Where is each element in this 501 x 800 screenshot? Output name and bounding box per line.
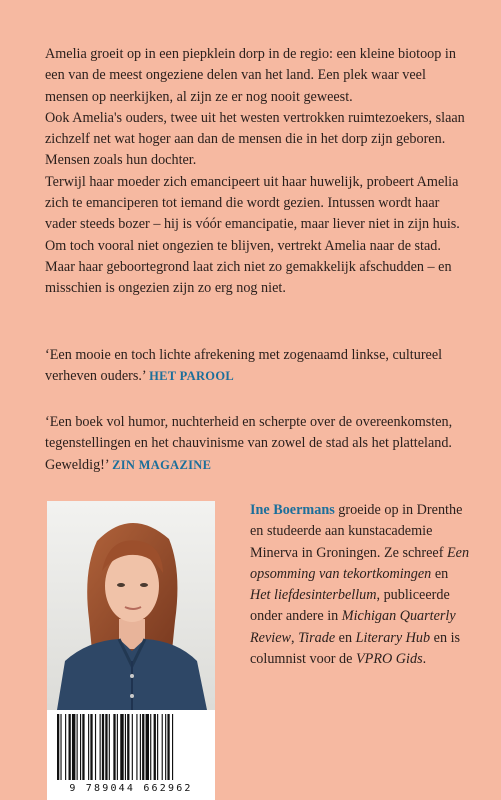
- barcode-bar: [165, 714, 166, 780]
- quote-source: HET PAROOL: [149, 369, 234, 384]
- book-title: Een opsomming van tekortkomingen: [250, 544, 470, 582]
- quote-text: ‘Een boek vol humor, nuchterheid en scherpte over de overeenkomsten, tegenstellingen en het chauvinisme van zowel de stad als het platteland. Geweldig!’: [45, 414, 453, 473]
- barcode-bar: [82, 714, 84, 780]
- barcode-bar: [105, 714, 107, 780]
- barcode-bar: [125, 714, 126, 780]
- barcode-bar: [167, 714, 169, 780]
- barcode-bar: [72, 714, 75, 780]
- barcode-bar: [172, 714, 173, 780]
- blurb-paragraph: Ook Amelia's ouders, twee uit het westen vertrokken ruimtezoekers, slaan zichzelf net wat hoger aan dan de mensen die in het dorp zijn geboren. Mensen zoals hun dochter.: [45, 109, 465, 169]
- barcode-bar: [95, 714, 96, 780]
- magazine-title: Literary Hub: [355, 629, 431, 646]
- barcode-bar: [90, 714, 92, 780]
- magazine-title: VPRO Gids: [356, 651, 423, 668]
- quote-text: ‘Een mooie en toch lichte afrekening met zogenaamd linkse, cultureel verheven ouders.’: [45, 347, 443, 385]
- author-name: Ine Boermans: [250, 502, 335, 518]
- barcode-bar: [69, 714, 71, 780]
- barcode-bar: [60, 714, 61, 780]
- magazine-title: Tirade: [298, 629, 336, 646]
- barcode-bar: [140, 714, 141, 780]
- barcode-bar: [142, 714, 144, 780]
- barcode-bar: [157, 714, 158, 780]
- blurb-paragraph: Om toch vooral niet ongezien te blijven, vertrekt Amelia naar de stad. Maar haar geboortegrond laat zich niet zo gemakkelijk afschudden – en misschien is ongezien zijn zo erg nog niet.: [45, 237, 452, 297]
- blurb-paragraph: Terwijl haar moeder zich emancipeert uit haar huwelijk, probeert Amelia zich te emanciperen tot iemand die wordt gezien. Intussen wordt haar vader steeds bozer – hij is vóór emancipatie, maar liever niet in zijn huis.: [45, 173, 460, 233]
- barcode-bars: [47, 710, 215, 784]
- barcode-bar: [102, 714, 104, 780]
- author-photo: [47, 501, 215, 710]
- isbn-barcode: [47, 710, 215, 800]
- barcode-bar: [77, 714, 78, 780]
- barcode-bar: [127, 714, 129, 780]
- blurb-paragraph: Amelia groeit op in een piepklein dorp in de regio: een kleine biotoop in een van de meest ongeziene delen van het land. Een plek waar veel mensen op neerkijken, al zijn ze er nog nooit geweest.: [45, 46, 456, 105]
- barcode-bar: [100, 714, 101, 780]
- barcode-bar: [109, 714, 110, 780]
- author-bio: Ine Boermans groeide op in Drenthe en studeerde aan kunstacademie Minerva in Groningen. Ze schreef Een opsomming van tekortkomingen en Het liefdesinterbellum, publiceerde onder andere in Michigan Quarterly Review, Tirade en Literary Hub en is columnist voor de VPRO Gids.: [250, 502, 470, 668]
- barcode-bar: [162, 714, 163, 780]
- barcode-bar: [117, 714, 118, 780]
- book-title: Het liefdesinterbellum: [250, 587, 377, 604]
- back-cover-blurb: [45, 44, 465, 300]
- barcode-bar: [132, 714, 133, 780]
- barcode-bar: [146, 714, 149, 780]
- quote-source: ZIN MAGAZINE: [112, 457, 212, 472]
- barcode-bar: [136, 714, 137, 780]
- review-quote: [45, 412, 470, 476]
- review-quote: [45, 345, 470, 388]
- barcode-bar: [113, 714, 115, 780]
- magazine-title: Michigan Quarterly Review: [250, 608, 456, 646]
- barcode-bar: [88, 714, 89, 780]
- barcode-bar: [154, 714, 156, 780]
- barcode-bar: [80, 714, 81, 780]
- barcode-bar: [65, 714, 66, 780]
- barcode-bar: [150, 714, 151, 780]
- barcode-digits: 9 789044 662962: [69, 783, 193, 794]
- barcode-bar: [57, 714, 59, 780]
- barcode-bar: [120, 714, 123, 780]
